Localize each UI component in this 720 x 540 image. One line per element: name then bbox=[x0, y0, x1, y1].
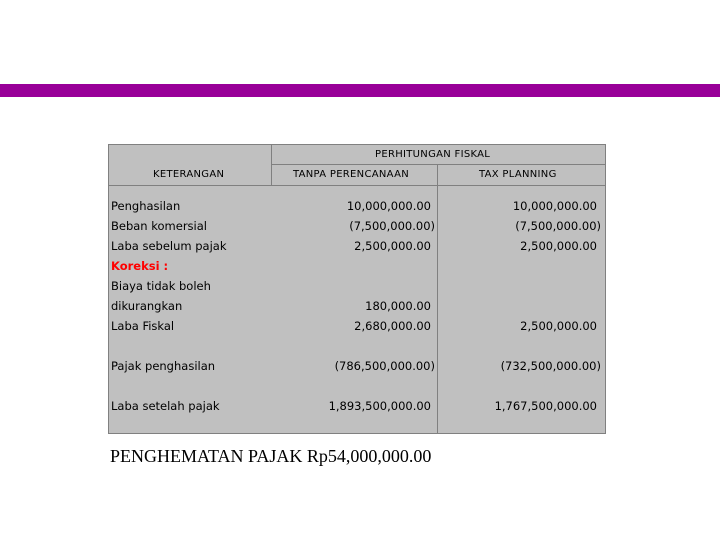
row-label-biaya-tidak-boleh: Biaya tidak boleh bbox=[111, 279, 211, 293]
header-bottom-line bbox=[109, 185, 605, 186]
header-keterangan: KETERANGAN bbox=[153, 169, 225, 180]
header-divider-h1 bbox=[271, 164, 605, 165]
tax-value-beban-komersial: (7,500,000.00) bbox=[515, 219, 601, 233]
tax-value-laba-setelah-pajak: 1,767,500,000.00 bbox=[494, 399, 597, 413]
tanpa-value-laba-fiskal: 2,680,000.00 bbox=[354, 319, 431, 333]
row-label-koreksi: Koreksi : bbox=[111, 259, 169, 273]
header-tanpa-perencanaan: TANPA PERENCANAAN bbox=[293, 169, 410, 180]
row-label-dikurangkan: dikurangkan bbox=[111, 299, 183, 313]
row-label-penghasilan: Penghasilan bbox=[111, 199, 181, 213]
tax-value-pajak-penghasilan: (732,500,000.00) bbox=[500, 359, 601, 373]
row-label-laba-sebelum-pajak: Laba sebelum pajak bbox=[111, 239, 227, 253]
tanpa-value-penghasilan: 10,000,000.00 bbox=[346, 199, 431, 213]
tanpa-value-laba-sebelum-pajak: 2,500,000.00 bbox=[354, 239, 431, 253]
row-label-laba-setelah-pajak: Laba setelah pajak bbox=[111, 399, 220, 413]
fiscal-table bbox=[108, 144, 606, 434]
row-label-beban-komersial: Beban komersial bbox=[111, 219, 207, 233]
row-label-laba-fiskal: Laba Fiskal bbox=[111, 319, 175, 333]
header-divider-v1 bbox=[271, 145, 272, 185]
tanpa-value-pajak-penghasilan: (786,500,000.00) bbox=[334, 359, 435, 373]
tanpa-value-laba-setelah-pajak: 1,893,500,000.00 bbox=[328, 399, 431, 413]
accent-bar bbox=[0, 84, 720, 97]
column-divider bbox=[437, 185, 438, 433]
row-label-pajak-penghasilan: Pajak penghasilan bbox=[111, 359, 216, 373]
header-perhitungan-fiskal: PERHITUNGAN FISKAL bbox=[375, 149, 491, 160]
tax-value-laba-fiskal: 2,500,000.00 bbox=[520, 319, 597, 333]
tax-value-laba-sebelum-pajak: 2,500,000.00 bbox=[520, 239, 597, 253]
tanpa-value-beban-komersial: (7,500,000.00) bbox=[349, 219, 435, 233]
header-tax-planning: TAX PLANNING bbox=[479, 169, 557, 180]
tax-savings-summary: PENGHEMATAN PAJAK Rp54,000,000.00 bbox=[110, 446, 432, 466]
tanpa-value-dikurangkan: 180,000.00 bbox=[365, 299, 431, 313]
tax-value-penghasilan: 10,000,000.00 bbox=[512, 199, 597, 213]
header-divider-v2 bbox=[437, 164, 438, 185]
